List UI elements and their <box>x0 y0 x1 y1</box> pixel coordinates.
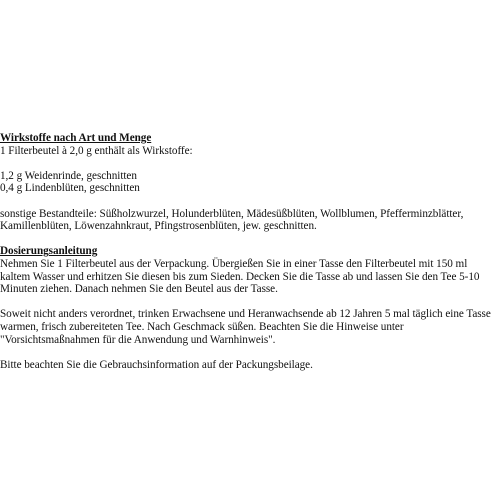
dosage-para1-line-3: Minuten ziehen. Danach nehmen Sie den Beutel aus der Tasse. <box>0 283 278 296</box>
filterbag-content-line: 1 Filterbeutel à 2,0 g enthält als Wirkstoffe: <box>0 144 193 157</box>
other-ingredients-line-1: sonstige Bestandteile: Süßholzwurzel, Holunderblüten, Mädesüßblüten, Wollblumen, Pfefferminzblätter, <box>0 207 464 220</box>
dosage-para2-line-3: "Vorsichtsmaßnahmen für die Anwendung und Warnhinweis". <box>0 333 276 346</box>
heading-active-ingredients: Wirkstoffe nach Art und Menge <box>0 132 152 144</box>
dosage-para1-line-2: kaltem Wasser und erhitzen Sie diesen bis zum Sieden. Decken Sie die Tasse ab und lassen Sie den Tee 5-10 <box>0 270 480 283</box>
dosage-para1-line-1: Nehmen Sie 1 Filterbeutel aus der Verpackung. Übergießen Sie in einer Tasse den Filterbeutel mit 150 ml <box>0 257 468 270</box>
spacer <box>0 233 494 246</box>
dosage-para2-line-1: Soweit nicht anders verordnet, trinken Erwachsene und Heranwachsende ab 12 Jahren 5 mal täglich eine Tasse <box>0 308 491 321</box>
spacer <box>0 296 494 309</box>
document-body <box>0 132 494 371</box>
spacer <box>0 346 494 359</box>
ingredient-willow-bark: 1,2 g Weidenrinde, geschnitten <box>0 169 137 182</box>
package-leaflet-note: Bitte beachten Sie die Gebrauchsinformation auf der Packungsbeilage. <box>0 358 313 371</box>
spacer <box>0 157 494 170</box>
heading-dosage-instructions: Dosierungsanleitung <box>0 245 98 258</box>
other-ingredients-line-2: Kamillenblüten, Löwenzahnkraut, Pfingstrosenblüten, jew. geschnitten. <box>0 220 317 233</box>
dosage-para2-line-2: warmen, frisch zubereiteten Tee. Nach Geschmack süßen. Beachten Sie die Hinweise unter <box>0 320 404 333</box>
spacer <box>0 195 494 208</box>
ingredient-linden-blossoms: 0,4 g Lindenblüten, geschnitten <box>0 182 140 195</box>
